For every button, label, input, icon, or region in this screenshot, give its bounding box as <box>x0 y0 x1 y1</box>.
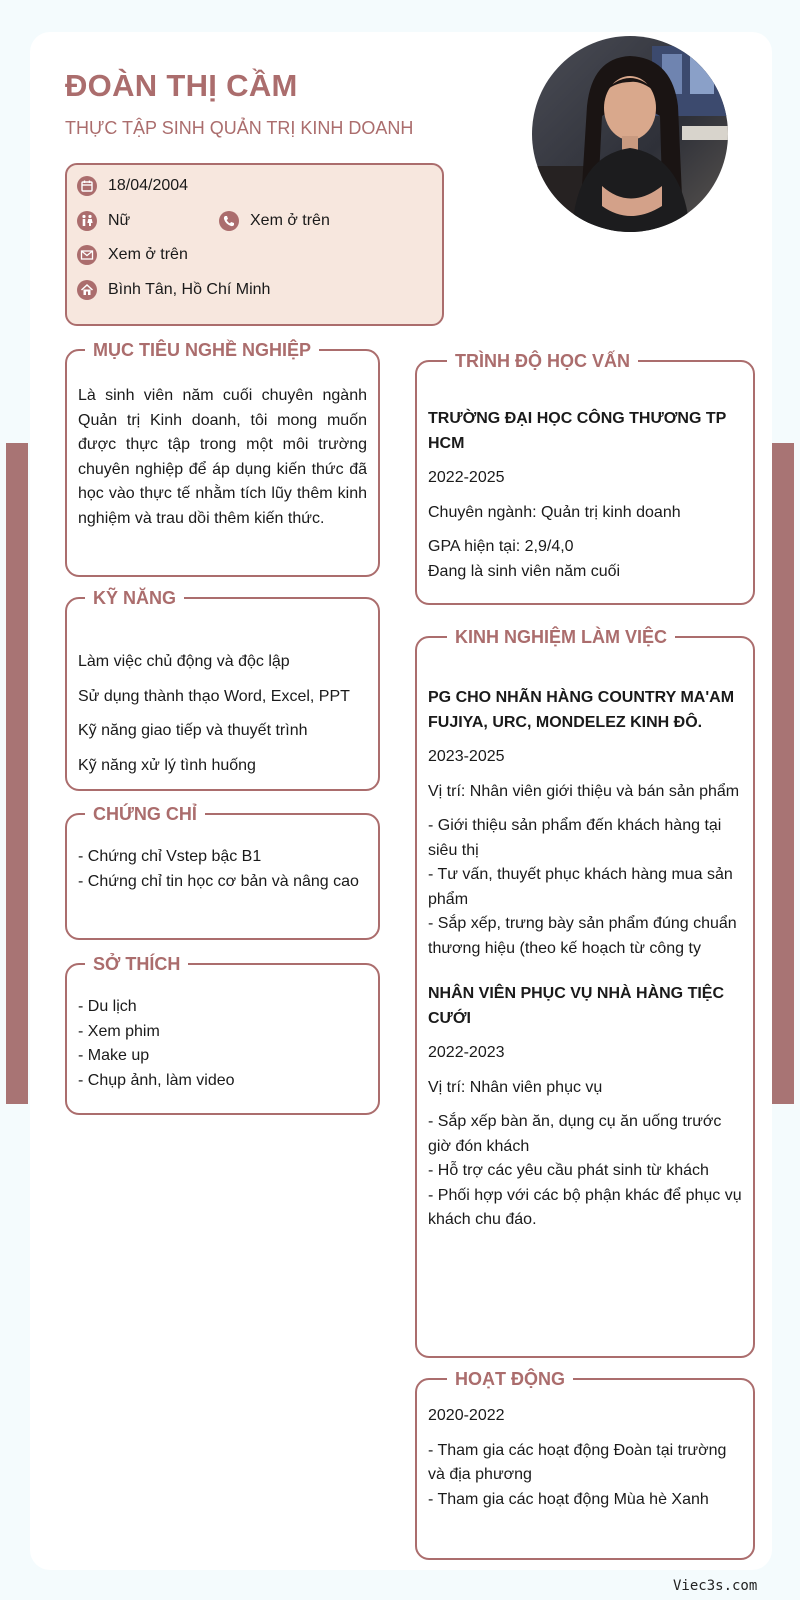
education-status: Đang là sinh viên năm cuối <box>428 562 621 580</box>
experience-section <box>415 627 755 1358</box>
education-gpa: GPA hiện tại: 2,9/4,0 <box>428 538 574 555</box>
profile-photo <box>532 36 728 232</box>
education-heading: TRÌNH ĐỘ HỌC VẤN <box>447 350 638 372</box>
calendar-icon <box>77 176 97 196</box>
school-name: TRƯỜNG ĐẠI HỌC CÔNG THƯƠNG TP HCM <box>428 410 726 452</box>
skill-item: Sử dụng thành thạo Word, Excel, PPT <box>78 687 350 705</box>
birthday-value: 18/04/2004 <box>108 177 189 194</box>
activities-period: 2020-2022 <box>428 1407 505 1424</box>
job-company: NHÂN VIÊN PHỤC VỤ NHÀ HÀNG TIỆC CƯỚI <box>428 985 725 1027</box>
activity-item: - Tham gia các hoạt động Đoàn tại trường và địa phương <box>428 1441 727 1483</box>
certificates-section <box>65 804 380 940</box>
activity-item: - Tham gia các hoạt động Mùa hè Xanh <box>428 1490 709 1508</box>
birthday-row <box>77 176 188 196</box>
objective-heading: MỤC TIÊU NGHỀ NGHIỆP <box>85 339 319 361</box>
hobbies-section <box>65 954 380 1115</box>
certificate-item: - Chứng chỉ Vstep bậc B1 <box>78 848 262 865</box>
hobby-item: - Du lịch <box>78 998 137 1015</box>
hobbies-heading: SỞ THÍCH <box>85 953 188 975</box>
phone-icon <box>219 211 239 231</box>
activities-heading: HOẠT ĐỘNG <box>447 1368 573 1390</box>
gender-icon <box>77 211 97 231</box>
job-period: 2022-2023 <box>428 1044 505 1061</box>
job-task: - Sắp xếp bàn ăn, dụng cụ ăn uống trước giờ đón khách <box>428 1113 722 1155</box>
job-position: Vị trí: Nhân viên phục vụ <box>428 1078 603 1096</box>
certificates-heading: CHỨNG CHỈ <box>85 803 205 825</box>
skills-section <box>65 588 380 791</box>
phone-value: Xem ở trên <box>250 212 330 229</box>
job-task: - Sắp xếp, trưng bày sản phẩm đúng chuẩn thương hiệu (theo kế hoạch từ công ty <box>428 915 737 957</box>
skills-heading: KỸ NĂNG <box>85 587 184 609</box>
hobby-item: - Chụp ảnh, làm video <box>78 1071 235 1089</box>
gender-value: Nữ <box>108 212 131 229</box>
home-icon <box>77 280 97 300</box>
skill-item: Kỹ năng xử lý tình huống <box>78 756 256 774</box>
gender-row <box>77 211 130 231</box>
job-title: THỰC TẬP SINH QUẢN TRỊ KINH DOANH <box>65 118 414 138</box>
email-value: Xem ở trên <box>108 246 188 263</box>
job-task: - Phối hợp với các bộ phận khác để phục vụ khách chu đáo. <box>428 1186 742 1228</box>
job-company: PG CHO NHÃN HÀNG COUNTRY MA'AM FUJIYA, URC, MONDELEZ KINH ĐÔ. <box>428 689 735 731</box>
job-task: - Hỗ trợ các yêu cầu phát sinh từ khách <box>428 1162 709 1179</box>
left-decor-band <box>6 443 28 1104</box>
candidate-name: ĐOÀN THỊ CẦM <box>65 68 298 103</box>
job-position: Vị trí: Nhân viên giới thiệu và bán sản phẩm <box>428 782 740 800</box>
experience-heading: KINH NGHIỆM LÀM VIỆC <box>447 626 675 648</box>
skill-item: Làm việc chủ động và độc lập <box>78 653 290 670</box>
skill-item: Kỹ năng giao tiếp và thuyết trình <box>78 722 308 739</box>
certificate-item: - Chứng chỉ tin học cơ bản và nâng cao <box>78 872 359 890</box>
address-row <box>77 280 270 300</box>
activities-section <box>415 1369 755 1560</box>
job-task: - Giới thiệu sản phẩm đến khách hàng tại siêu thị <box>428 817 722 859</box>
address-value: Bình Tân, Hồ Chí Minh <box>108 281 271 298</box>
objective-section <box>65 340 380 577</box>
job-task: - Tư vấn, thuyết phục khách hàng mua sản phẩm <box>428 866 733 908</box>
email-row <box>77 245 188 265</box>
hobby-item: - Make up <box>78 1047 150 1064</box>
phone-row <box>219 211 330 231</box>
education-period: 2022-2025 <box>428 469 505 486</box>
job-period: 2023-2025 <box>428 748 505 765</box>
hobby-item: - Xem phim <box>78 1022 160 1040</box>
right-decor-band <box>772 443 794 1104</box>
education-section <box>415 351 755 605</box>
education-major: Chuyên ngành: Quản trị kinh doanh <box>428 503 681 521</box>
objective-text: Là sinh viên năm cuối chuyên ngành Quản trị Kinh doanh, tôi mong muốn được thực tập trong một môi trường chuyên nghiệp để áp dụng kiến thức đã học vào thực tế nhằm tích lũy thêm kinh nghiệm và trau dồi thêm kiến thức. <box>78 387 367 527</box>
watermark: Viec3s.com <box>673 1578 758 1594</box>
email-icon <box>77 245 97 265</box>
